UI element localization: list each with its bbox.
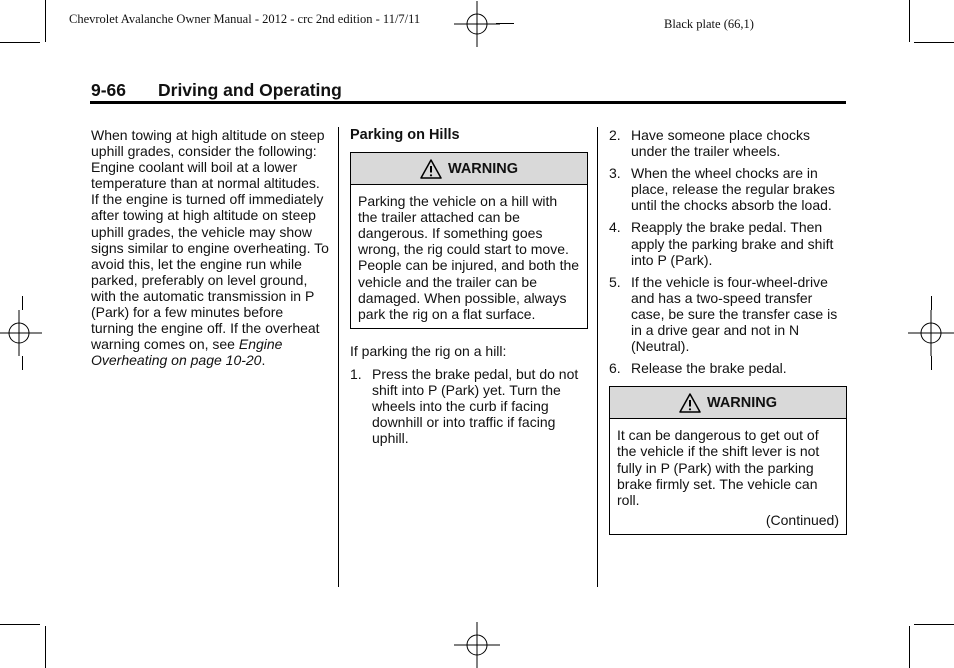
registration-line-left-top bbox=[22, 296, 23, 310]
column-2 bbox=[350, 127, 588, 452]
paragraph-end: . bbox=[261, 352, 266, 369]
step-text: Release the brake pedal. bbox=[631, 360, 787, 377]
page-number: 9-66 bbox=[91, 80, 127, 100]
crop-mark-top-right-v bbox=[909, 0, 910, 42]
warning-box bbox=[609, 386, 847, 535]
registration-line-left-bottom bbox=[22, 356, 23, 370]
warning-text: It can be dangerous to get out of the vehicle if the shift lever is not fully in P (Park) with the parking brake firmly set. The vehicle can roll. bbox=[617, 427, 820, 508]
list-item bbox=[609, 219, 847, 267]
warning-header bbox=[610, 387, 846, 419]
continued-label: (Continued) bbox=[765, 511, 839, 528]
registration-line-top bbox=[496, 23, 514, 24]
step-number: 5. bbox=[609, 273, 621, 290]
list-item bbox=[350, 366, 588, 446]
registration-mark-bottom bbox=[454, 622, 500, 668]
warning-triangle-icon bbox=[679, 393, 701, 413]
list-item bbox=[609, 274, 847, 354]
step-number: 6. bbox=[609, 360, 621, 377]
column-1 bbox=[91, 127, 329, 368]
warning-body bbox=[610, 419, 846, 534]
section-heading bbox=[91, 80, 342, 101]
step-number: 2. bbox=[609, 127, 621, 143]
registration-mark-right bbox=[908, 310, 954, 356]
column-divider-1 bbox=[338, 127, 339, 587]
crop-mark-top-right-h bbox=[914, 42, 954, 43]
crop-mark-bottom-right-v bbox=[909, 626, 910, 668]
list-item bbox=[609, 127, 847, 159]
warning-triangle-icon bbox=[420, 159, 442, 179]
step-text: Have someone place chocks under the trailer wheels. bbox=[631, 127, 810, 160]
step-number: 3. bbox=[609, 165, 621, 182]
steps-list bbox=[350, 366, 588, 446]
body-paragraph bbox=[91, 127, 329, 368]
registration-line-right-bottom bbox=[931, 356, 932, 370]
section-title: Driving and Operating bbox=[158, 80, 342, 100]
crop-mark-bottom-right-h bbox=[914, 624, 954, 625]
steps-list-continued bbox=[609, 127, 847, 376]
crop-mark-bottom-left-h bbox=[0, 624, 40, 625]
step-text: When the wheel chocks are in place, release the regular brakes until the chocks absorb the load. bbox=[631, 165, 835, 214]
crop-mark-top-left-v bbox=[45, 0, 46, 42]
step-text: Reapply the brake pedal. Then apply the parking brake and shift into P (Park). bbox=[631, 219, 834, 268]
paragraph-text: When towing at high altitude on steep uphill grades, consider the following: Engine coolant will boil at a lower temperature than at normal altitudes. If the engine is turned off immediately after towing at high altitude on steep uphill grades, the vehicle may show signs similar to engine overheating. To avoid this, let the engine run while parked, preferably on level ground, with the automatic transmission in P (Park) for a few minutes before turning the engine off. If the overheat warning comes on, see bbox=[91, 127, 329, 353]
column-divider-2 bbox=[597, 127, 598, 587]
plate-label: Black plate (66,1) bbox=[664, 17, 754, 31]
step-number: 1. bbox=[350, 365, 362, 382]
warning-box bbox=[350, 152, 588, 329]
step-text: If the vehicle is four-wheel-drive and has a two-speed transfer case, be sure the transfer case is in a drive gear and not in N (Neutral). bbox=[631, 273, 838, 355]
warning-label: WARNING bbox=[447, 160, 519, 177]
list-item bbox=[609, 360, 847, 376]
cross-reference-link[interactable]: Engine Overheating on page 10-20 bbox=[91, 336, 283, 369]
warning-label: WARNING bbox=[706, 394, 778, 411]
print-header-info: Chevrolet Avalanche Owner Manual - 2012 - crc 2nd edition - 11/7/11 bbox=[69, 12, 421, 26]
list-item bbox=[609, 165, 847, 213]
warning-text: Parking the vehicle on a hill with the trailer attached can be dangerous. If something goes wrong, the rig could start to move. People can be injured, and both the vehicle and the trailer can be damaged. When possible, always park the rig on a flat surface. bbox=[358, 193, 580, 322]
crop-mark-top-left-h bbox=[0, 42, 40, 43]
step-number: 4. bbox=[609, 219, 621, 236]
section-rule bbox=[90, 101, 846, 104]
registration-line-right-top bbox=[931, 296, 932, 310]
subsection-heading: Parking on Hills bbox=[350, 127, 460, 143]
warning-header bbox=[351, 153, 587, 185]
step-text: Press the brake pedal, but do not shift into P (Park) yet. Turn the wheels into the curb if facing downhill or into traffic if facing uphill. bbox=[372, 365, 579, 447]
steps-intro: If parking the rig on a hill: bbox=[350, 342, 507, 359]
column-3 bbox=[609, 127, 847, 535]
registration-mark-left bbox=[0, 310, 42, 356]
crop-mark-bottom-left-v bbox=[45, 626, 46, 668]
registration-mark-top bbox=[454, 1, 500, 47]
